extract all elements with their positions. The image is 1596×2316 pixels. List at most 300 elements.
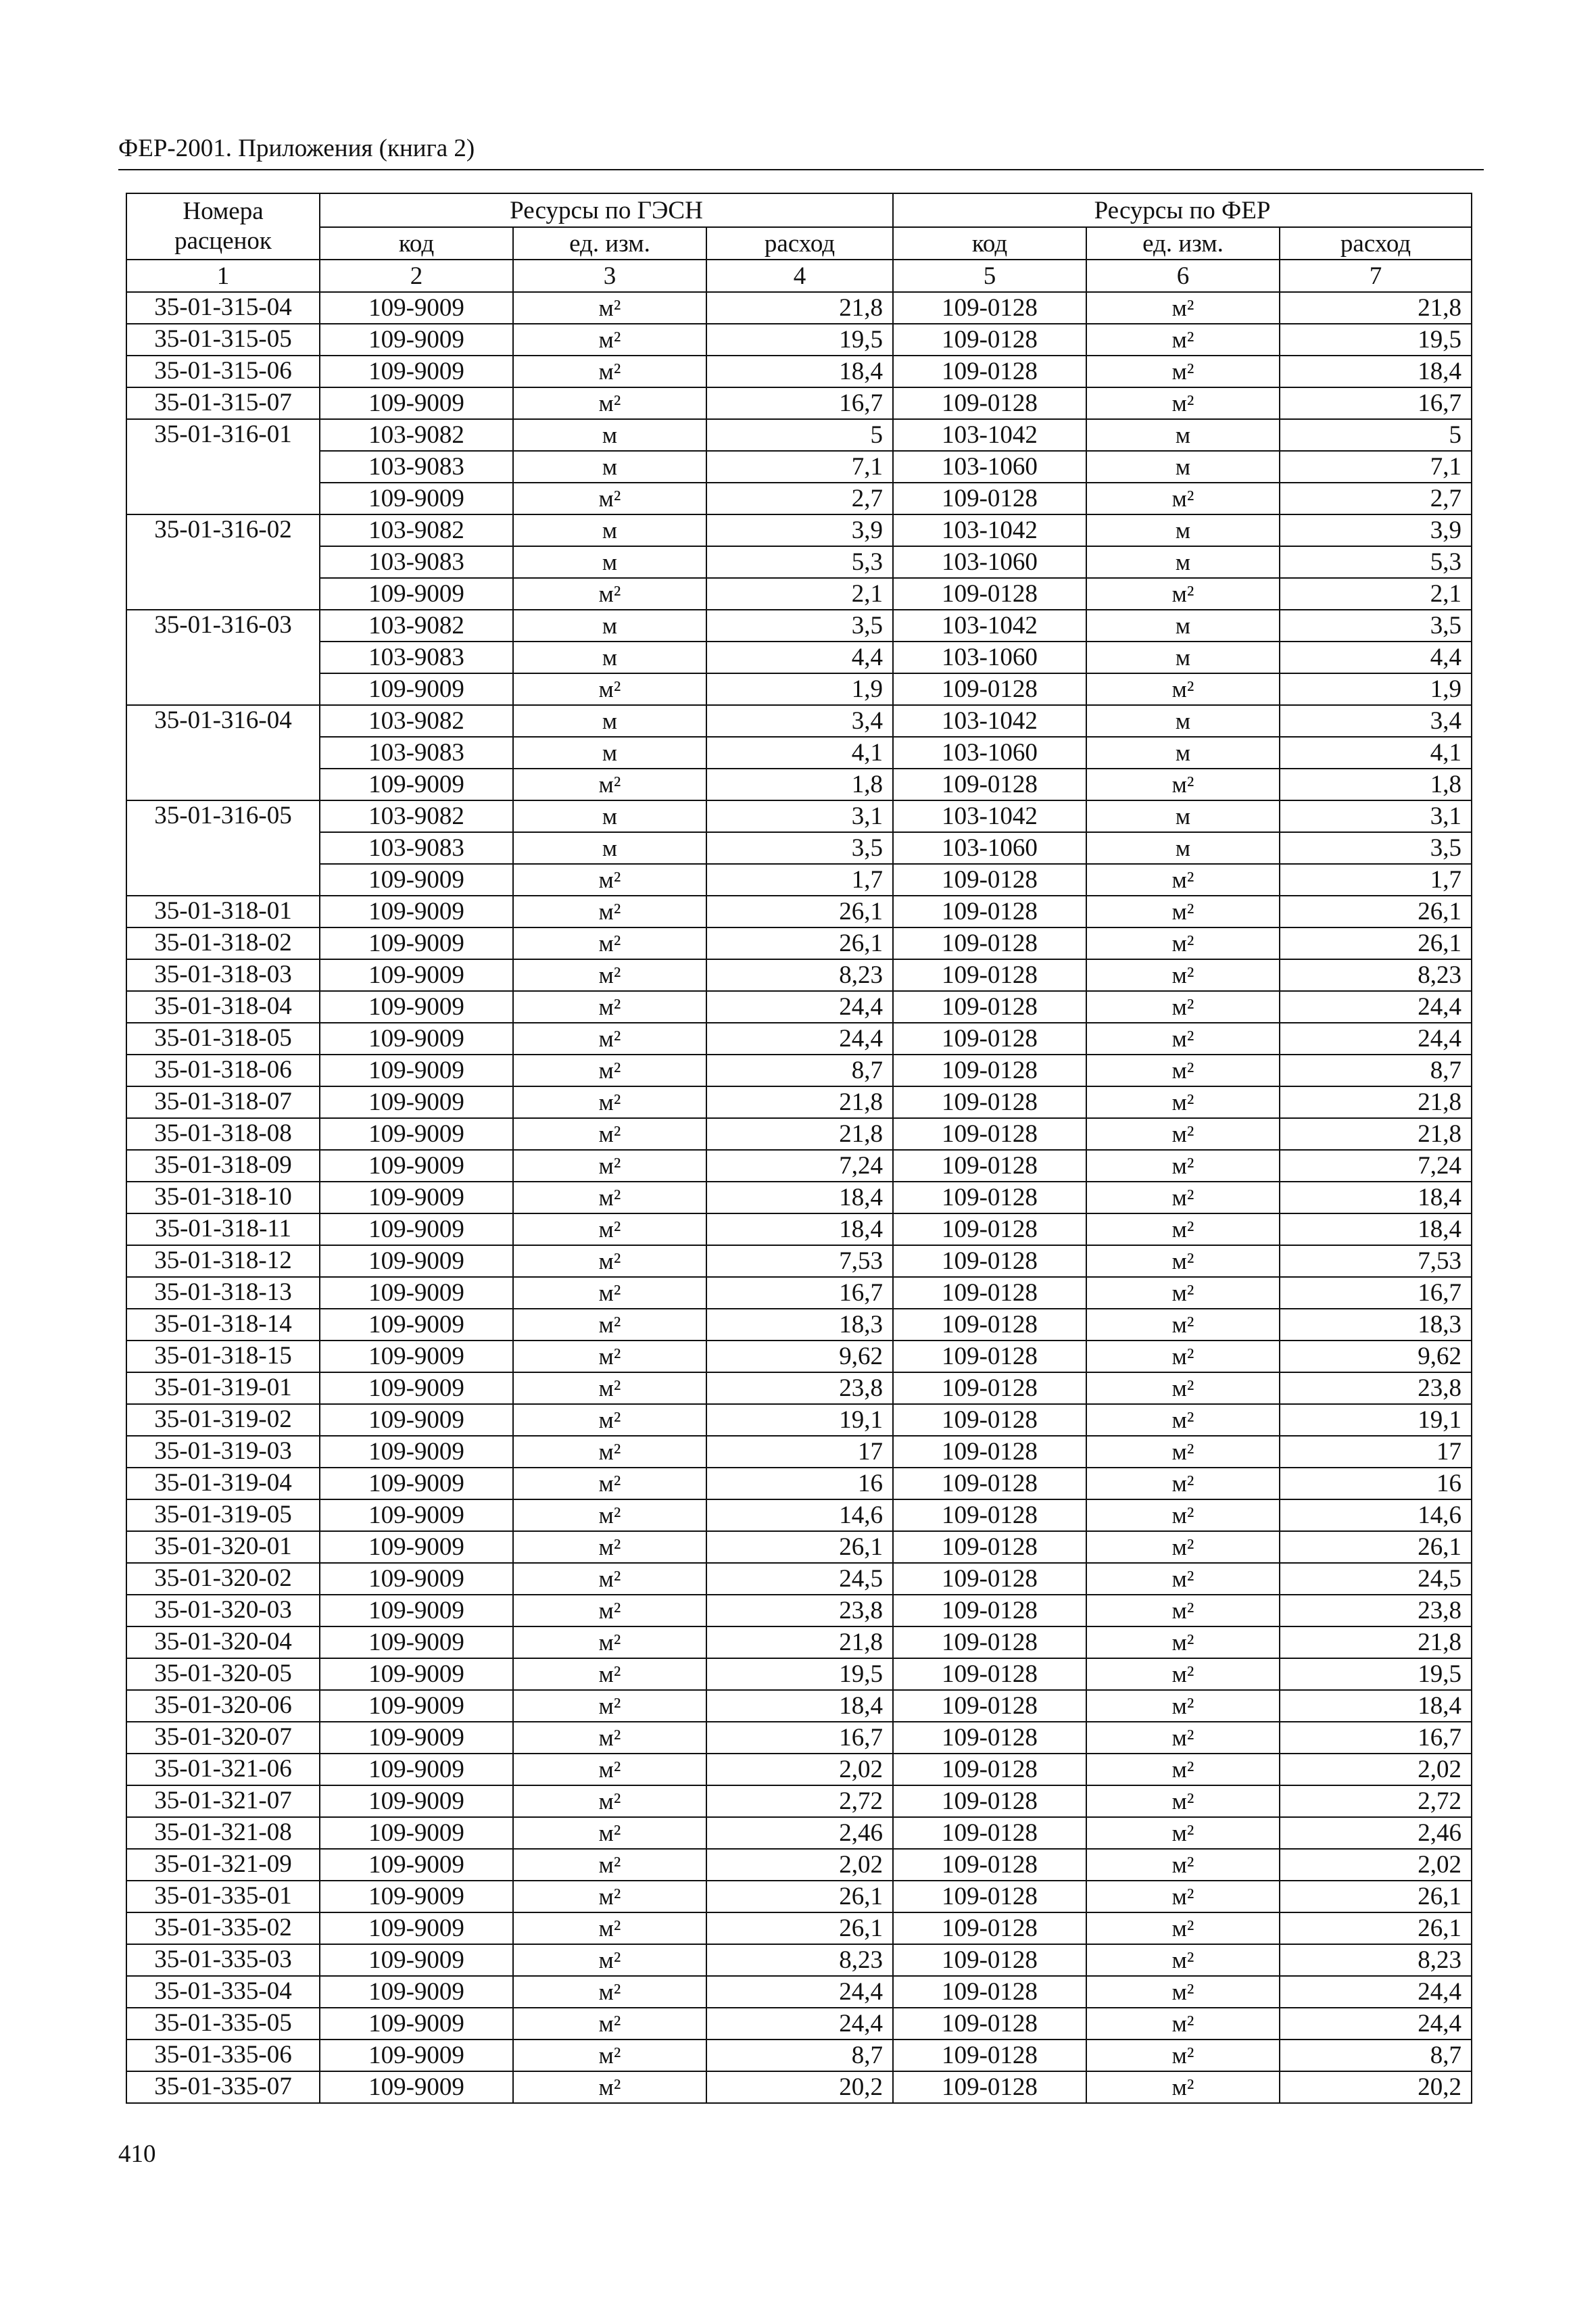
rate-number-cell: 35-01-335-03 — [126, 1944, 320, 1976]
gesn-unit-cell: м — [513, 705, 706, 737]
rate-number-cell: 35-01-319-03 — [126, 1436, 320, 1468]
gesn-unit-cell: м² — [513, 324, 706, 356]
rate-number-cell: 35-01-318-01 — [126, 896, 320, 927]
gesn-code-cell: 109-9009 — [320, 1595, 513, 1626]
table-row — [126, 1658, 1472, 1690]
fer-unit-cell: м² — [1086, 2008, 1280, 2040]
gesn-unit-cell: м² — [513, 356, 706, 387]
fer-consumption-cell: 2,02 — [1280, 1754, 1472, 1785]
fer-consumption-cell: 4,4 — [1280, 642, 1472, 673]
gesn-code-cell: 109-9009 — [320, 1150, 513, 1182]
gesn-unit-cell: м — [513, 610, 706, 642]
rate-number-cell: 35-01-319-05 — [126, 1499, 320, 1531]
header-rule — [118, 169, 1484, 170]
gesn-code-cell: 103-9083 — [320, 451, 513, 483]
gesn-code-cell: 109-9009 — [320, 1976, 513, 2008]
fer-consumption-cell: 2,02 — [1280, 1849, 1472, 1881]
gesn-unit-cell: м² — [513, 673, 706, 705]
fer-consumption-cell: 19,5 — [1280, 324, 1472, 356]
fer-consumption-cell: 18,4 — [1280, 356, 1472, 387]
gesn-unit-cell: м² — [513, 959, 706, 991]
gesn-code-cell: 109-9009 — [320, 896, 513, 927]
fer-consumption-cell: 2,72 — [1280, 1785, 1472, 1817]
table-row — [126, 1754, 1472, 1785]
gesn-code-cell: 109-9009 — [320, 1499, 513, 1531]
gesn-consumption-cell: 26,1 — [706, 1881, 893, 1912]
column-number: 7 — [1280, 260, 1472, 292]
fer-unit-cell: м — [1086, 451, 1280, 483]
table-body — [126, 292, 1472, 2103]
gesn-code-cell: 109-9009 — [320, 292, 513, 324]
gesn-unit-cell: м — [513, 800, 706, 832]
fer-unit-cell: м² — [1086, 2071, 1280, 2103]
fer-code-cell: 109-0128 — [893, 1658, 1086, 1690]
rate-number-cell: 35-01-335-06 — [126, 2040, 320, 2071]
fer-consumption-cell: 18,4 — [1280, 1182, 1472, 1213]
gesn-code-cell: 109-9009 — [320, 1404, 513, 1436]
gesn-unit-cell: м² — [513, 1563, 706, 1595]
fer-unit-cell: м² — [1086, 324, 1280, 356]
table-row — [126, 1309, 1472, 1341]
fer-consumption-cell: 8,23 — [1280, 1944, 1472, 1976]
fer-unit-cell: м² — [1086, 1499, 1280, 1531]
table-row — [126, 546, 1472, 578]
column-number: 1 — [126, 260, 320, 292]
fer-code-cell: 103-1042 — [893, 800, 1086, 832]
fer-unit-cell: м² — [1086, 769, 1280, 800]
fer-code-cell: 109-0128 — [893, 864, 1086, 896]
fer-code-cell: 103-1060 — [893, 832, 1086, 864]
fer-unit-cell: м² — [1086, 1626, 1280, 1658]
table-row — [126, 1626, 1472, 1658]
fer-code-cell: 109-0128 — [893, 1277, 1086, 1309]
gesn-unit-cell: м² — [513, 1976, 706, 2008]
gesn-code-cell: 103-9083 — [320, 642, 513, 673]
fer-consumption-cell: 23,8 — [1280, 1595, 1472, 1626]
rate-number-cell: 35-01-318-08 — [126, 1118, 320, 1150]
table-row — [126, 1912, 1472, 1944]
fer-code-cell: 109-0128 — [893, 1754, 1086, 1785]
table-row — [126, 451, 1472, 483]
fer-unit-cell: м — [1086, 514, 1280, 546]
gesn-consumption-cell: 3,5 — [706, 832, 893, 864]
fer-consumption-cell: 16,7 — [1280, 387, 1472, 419]
table-row — [126, 1277, 1472, 1309]
gesn-consumption-cell: 24,4 — [706, 1023, 893, 1055]
gesn-code-cell: 109-9009 — [320, 2071, 513, 2103]
fer-unit-cell: м² — [1086, 292, 1280, 324]
column-number: 2 — [320, 260, 513, 292]
gesn-code-cell: 109-9009 — [320, 1086, 513, 1118]
fer-consumption-cell: 18,3 — [1280, 1309, 1472, 1341]
fer-unit-cell: м² — [1086, 1118, 1280, 1150]
rate-number-cell: 35-01-320-07 — [126, 1722, 320, 1754]
rate-number-cell: 35-01-316-04 — [126, 705, 320, 800]
gesn-consumption-cell: 2,72 — [706, 1785, 893, 1817]
fer-consumption-cell: 9,62 — [1280, 1341, 1472, 1372]
gesn-unit-cell: м² — [513, 1055, 706, 1086]
fer-code-cell: 109-0128 — [893, 356, 1086, 387]
fer-code-cell: 109-0128 — [893, 1182, 1086, 1213]
fer-code-cell: 103-1042 — [893, 705, 1086, 737]
table-row — [126, 1086, 1472, 1118]
fer-consumption-cell: 1,7 — [1280, 864, 1472, 896]
fer-unit-cell: м² — [1086, 1563, 1280, 1595]
gesn-consumption-cell: 20,2 — [706, 2071, 893, 2103]
gesn-consumption-cell: 7,24 — [706, 1150, 893, 1182]
gesn-consumption-cell: 24,5 — [706, 1563, 893, 1595]
gesn-unit-cell: м² — [513, 1817, 706, 1849]
gesn-code-cell: 109-9009 — [320, 1722, 513, 1754]
table-row — [126, 610, 1472, 642]
gesn-consumption-cell: 18,3 — [706, 1309, 893, 1341]
table-row — [126, 1563, 1472, 1595]
table-row — [126, 387, 1472, 419]
gesn-code-cell: 109-9009 — [320, 927, 513, 959]
gesn-code-cell: 109-9009 — [320, 1309, 513, 1341]
rate-number-cell: 35-01-318-03 — [126, 959, 320, 991]
gesn-code-cell: 109-9009 — [320, 1658, 513, 1690]
fer-consumption-cell: 3,1 — [1280, 800, 1472, 832]
gesn-unit-cell: м² — [513, 1341, 706, 1372]
table-row — [126, 1372, 1472, 1404]
rate-number-cell: 35-01-318-11 — [126, 1213, 320, 1245]
fer-unit-cell: м — [1086, 737, 1280, 769]
gesn-unit-cell: м² — [513, 1912, 706, 1944]
gesn-unit-cell: м² — [513, 1150, 706, 1182]
rate-number-cell: 35-01-315-05 — [126, 324, 320, 356]
table-row — [126, 1531, 1472, 1563]
fer-code-cell: 109-0128 — [893, 1849, 1086, 1881]
fer-code-cell: 109-0128 — [893, 991, 1086, 1023]
table-row — [126, 1817, 1472, 1849]
fer-consumption-cell: 18,4 — [1280, 1690, 1472, 1722]
fer-consumption-cell: 24,4 — [1280, 2008, 1472, 2040]
fer-unit-cell: м² — [1086, 1213, 1280, 1245]
rate-number-cell: 35-01-321-09 — [126, 1849, 320, 1881]
fer-code-cell: 103-1060 — [893, 642, 1086, 673]
fer-unit-cell: м² — [1086, 1372, 1280, 1404]
fer-code-cell: 109-0128 — [893, 1341, 1086, 1372]
fer-unit-cell: м² — [1086, 959, 1280, 991]
rate-number-cell: 35-01-320-06 — [126, 1690, 320, 1722]
fer-unit-cell: м² — [1086, 578, 1280, 610]
fer-resources-header: Ресурсы по ФЕР — [893, 193, 1472, 227]
rate-number-cell: 35-01-316-01 — [126, 419, 320, 514]
gesn-code-cell: 109-9009 — [320, 324, 513, 356]
gesn-unit-cell: м² — [513, 1023, 706, 1055]
table-row — [126, 1404, 1472, 1436]
table-row — [126, 1785, 1472, 1817]
fer-code-cell: 103-1060 — [893, 737, 1086, 769]
table-row — [126, 800, 1472, 832]
gesn-unit-cell: м — [513, 642, 706, 673]
column-number: 6 — [1086, 260, 1280, 292]
rate-number-cell: 35-01-320-03 — [126, 1595, 320, 1626]
gesn-unit-cell: м² — [513, 1468, 706, 1499]
gesn-consumption-cell: 4,1 — [706, 737, 893, 769]
fer-unit-cell: м — [1086, 546, 1280, 578]
table-row — [126, 483, 1472, 514]
table-row — [126, 959, 1472, 991]
fer-consumption-cell: 8,7 — [1280, 2040, 1472, 2071]
gesn-code-cell: 103-9082 — [320, 419, 513, 451]
table-row — [126, 1499, 1472, 1531]
table-row — [126, 1976, 1472, 2008]
fer-consumption-cell: 1,8 — [1280, 769, 1472, 800]
gesn-code-cell: 109-9009 — [320, 1182, 513, 1213]
gesn-code-cell: 103-9083 — [320, 546, 513, 578]
gesn-unit-cell: м — [513, 514, 706, 546]
gesn-unit-cell: м² — [513, 1213, 706, 1245]
fer-unit-cell: м² — [1086, 1976, 1280, 2008]
rate-number-cell: 35-01-319-02 — [126, 1404, 320, 1436]
fer-unit-cell: м² — [1086, 1023, 1280, 1055]
table-row — [126, 1182, 1472, 1213]
fer-code-cell: 109-0128 — [893, 1086, 1086, 1118]
fer-consumption-cell: 21,8 — [1280, 1086, 1472, 1118]
fer-consumption-cell: 26,1 — [1280, 1531, 1472, 1563]
table-row — [126, 1690, 1472, 1722]
table-row — [126, 1944, 1472, 1976]
gesn-unit-cell: м² — [513, 1754, 706, 1785]
gesn-consumption-cell: 7,1 — [706, 451, 893, 483]
table-row — [126, 1722, 1472, 1754]
fer-unit-cell: м² — [1086, 1277, 1280, 1309]
gesn-code-cell: 109-9009 — [320, 1468, 513, 1499]
fer-code-cell: 109-0128 — [893, 1118, 1086, 1150]
gesn-consumption-cell: 16,7 — [706, 1722, 893, 1754]
gesn-consumption-cell: 21,8 — [706, 1118, 893, 1150]
rate-number-cell: 35-01-316-03 — [126, 610, 320, 705]
fer-code-cell: 109-0128 — [893, 292, 1086, 324]
rate-numbers-header — [126, 193, 320, 260]
gesn-consumption-cell: 23,8 — [706, 1372, 893, 1404]
gesn-consumption-cell: 2,46 — [706, 1817, 893, 1849]
fer-unit-cell: м² — [1086, 1881, 1280, 1912]
gesn-consumption-cell: 16,7 — [706, 1277, 893, 1309]
fer-code-cell: 109-0128 — [893, 1976, 1086, 2008]
fer-unit-cell: м² — [1086, 927, 1280, 959]
table-row — [126, 642, 1472, 673]
fer-unit-cell: м² — [1086, 1690, 1280, 1722]
table-row — [126, 705, 1472, 737]
fer-consumption-cell: 2,46 — [1280, 1817, 1472, 1849]
fer-code-cell: 109-0128 — [893, 1468, 1086, 1499]
fer-code-cell: 109-0128 — [893, 896, 1086, 927]
gesn-consumption-cell: 26,1 — [706, 927, 893, 959]
fer-unit-cell: м² — [1086, 1531, 1280, 1563]
gesn-consumption-cell: 1,7 — [706, 864, 893, 896]
gesn-unit-cell: м² — [513, 1309, 706, 1341]
table-row — [126, 514, 1472, 546]
gesn-code-cell: 103-9082 — [320, 705, 513, 737]
gesn-consumption-cell: 18,4 — [706, 1213, 893, 1245]
gesn-consumption-cell: 26,1 — [706, 1912, 893, 1944]
gesn-code-cell: 103-9083 — [320, 737, 513, 769]
gesn-code-cell: 109-9009 — [320, 1055, 513, 1086]
gesn-consumption-cell: 16 — [706, 1468, 893, 1499]
fer-consumption-cell: 8,23 — [1280, 959, 1472, 991]
rate-number-cell: 35-01-320-05 — [126, 1658, 320, 1690]
table-row — [126, 2071, 1472, 2103]
gesn-code-cell: 109-9009 — [320, 959, 513, 991]
gesn-unit-cell: м² — [513, 1658, 706, 1690]
gesn-consumption-cell: 3,4 — [706, 705, 893, 737]
fer-consumption-cell: 14,6 — [1280, 1499, 1472, 1531]
gesn-consumption-cell: 7,53 — [706, 1245, 893, 1277]
gesn-unit-cell: м² — [513, 1182, 706, 1213]
fer-code-cell: 103-1060 — [893, 546, 1086, 578]
gesn-consumption-cell: 8,7 — [706, 2040, 893, 2071]
gesn-consumption-cell: 16,7 — [706, 387, 893, 419]
column-number: 5 — [893, 260, 1086, 292]
gesn-code-cell: 109-9009 — [320, 1372, 513, 1404]
gesn-code-cell: 103-9082 — [320, 610, 513, 642]
fer-unit-cell: м² — [1086, 1595, 1280, 1626]
rate-number-cell: 35-01-318-13 — [126, 1277, 320, 1309]
fer-code-cell: 103-1060 — [893, 451, 1086, 483]
gesn-unit-cell: м — [513, 737, 706, 769]
table-row — [126, 1881, 1472, 1912]
gesn-unit-header: ед. изм. — [513, 227, 706, 260]
gesn-unit-cell: м² — [513, 1881, 706, 1912]
fer-consumption-cell: 17 — [1280, 1436, 1472, 1468]
gesn-code-cell: 109-9009 — [320, 1785, 513, 1817]
fer-consumption-cell: 2,7 — [1280, 483, 1472, 514]
fer-code-cell: 103-1042 — [893, 419, 1086, 451]
fer-code-cell: 109-0128 — [893, 959, 1086, 991]
rate-number-cell: 35-01-335-07 — [126, 2071, 320, 2103]
gesn-code-header: код — [320, 227, 513, 260]
table-row — [126, 769, 1472, 800]
fer-code-cell: 109-0128 — [893, 1150, 1086, 1182]
fer-code-cell: 103-1042 — [893, 514, 1086, 546]
rate-number-cell: 35-01-320-02 — [126, 1563, 320, 1595]
gesn-unit-cell: м² — [513, 991, 706, 1023]
fer-unit-cell: м — [1086, 642, 1280, 673]
gesn-code-cell: 103-9082 — [320, 800, 513, 832]
gesn-unit-cell: м² — [513, 292, 706, 324]
rate-number-cell: 35-01-318-12 — [126, 1245, 320, 1277]
gesn-unit-cell: м — [513, 451, 706, 483]
gesn-consumption-cell: 19,1 — [706, 1404, 893, 1436]
gesn-code-cell: 109-9009 — [320, 1690, 513, 1722]
gesn-consumption-cell: 2,02 — [706, 1754, 893, 1785]
fer-consumption-cell: 3,5 — [1280, 832, 1472, 864]
fer-code-cell: 109-0128 — [893, 1785, 1086, 1817]
gesn-consumption-cell: 5 — [706, 419, 893, 451]
rate-numbers-header-line2: расценок — [174, 227, 272, 255]
rate-number-cell: 35-01-318-10 — [126, 1182, 320, 1213]
fer-consumption-cell: 5 — [1280, 419, 1472, 451]
fer-consumption-cell: 7,53 — [1280, 1245, 1472, 1277]
fer-code-cell: 109-0128 — [893, 1309, 1086, 1341]
gesn-consumption-cell: 21,8 — [706, 1626, 893, 1658]
rate-number-cell: 35-01-320-01 — [126, 1531, 320, 1563]
fer-consumption-cell: 19,1 — [1280, 1404, 1472, 1436]
rate-number-cell: 35-01-318-05 — [126, 1023, 320, 1055]
fer-code-cell: 109-0128 — [893, 324, 1086, 356]
gesn-unit-cell: м² — [513, 1245, 706, 1277]
page-number: 410 — [118, 2140, 156, 2168]
table-row — [126, 864, 1472, 896]
gesn-unit-cell: м² — [513, 1785, 706, 1817]
gesn-unit-cell: м² — [513, 387, 706, 419]
fer-code-cell: 109-0128 — [893, 1563, 1086, 1595]
gesn-code-cell: 109-9009 — [320, 1626, 513, 1658]
gesn-code-cell: 103-9083 — [320, 832, 513, 864]
fer-unit-cell: м² — [1086, 356, 1280, 387]
table-row — [126, 1023, 1472, 1055]
gesn-code-cell: 109-9009 — [320, 1849, 513, 1881]
fer-consumption-cell: 2,1 — [1280, 578, 1472, 610]
gesn-code-cell: 109-9009 — [320, 673, 513, 705]
table-row — [126, 419, 1472, 451]
table-row — [126, 1245, 1472, 1277]
rate-number-cell: 35-01-321-06 — [126, 1754, 320, 1785]
fer-consumption-cell: 7,1 — [1280, 451, 1472, 483]
gesn-code-cell: 109-9009 — [320, 1436, 513, 1468]
rate-number-cell: 35-01-320-04 — [126, 1626, 320, 1658]
table-row — [126, 927, 1472, 959]
gesn-consumption-cell: 18,4 — [706, 1182, 893, 1213]
gesn-consumption-cell: 26,1 — [706, 1531, 893, 1563]
rate-number-cell: 35-01-318-14 — [126, 1309, 320, 1341]
fer-code-cell: 109-0128 — [893, 1722, 1086, 1754]
rate-number-cell: 35-01-321-07 — [126, 1785, 320, 1817]
fer-code-cell: 109-0128 — [893, 1531, 1086, 1563]
gesn-consumption-cell: 24,4 — [706, 2008, 893, 2040]
fer-consumption-cell: 1,9 — [1280, 673, 1472, 705]
gesn-unit-cell: м² — [513, 864, 706, 896]
gesn-unit-cell: м — [513, 546, 706, 578]
fer-code-cell: 109-0128 — [893, 1499, 1086, 1531]
fer-code-cell: 103-1042 — [893, 610, 1086, 642]
gesn-consumption-cell: 24,4 — [706, 1976, 893, 2008]
fer-consumption-cell: 4,1 — [1280, 737, 1472, 769]
gesn-unit-cell: м — [513, 832, 706, 864]
fer-code-cell: 109-0128 — [893, 1023, 1086, 1055]
fer-unit-cell: м — [1086, 610, 1280, 642]
gesn-consumption-cell: 17 — [706, 1436, 893, 1468]
table-row — [126, 2040, 1472, 2071]
gesn-consumption-cell: 5,3 — [706, 546, 893, 578]
fer-consumption-cell: 16,7 — [1280, 1277, 1472, 1309]
fer-unit-cell: м² — [1086, 896, 1280, 927]
fer-unit-cell: м² — [1086, 1785, 1280, 1817]
rate-number-cell: 35-01-318-06 — [126, 1055, 320, 1086]
fer-consumption-cell: 20,2 — [1280, 2071, 1472, 2103]
gesn-consumption-cell: 18,4 — [706, 356, 893, 387]
fer-consumption-cell: 21,8 — [1280, 1118, 1472, 1150]
rate-number-cell: 35-01-319-04 — [126, 1468, 320, 1499]
table-row — [126, 578, 1472, 610]
gesn-consumption-cell: 8,7 — [706, 1055, 893, 1086]
gesn-consumption-cell: 3,1 — [706, 800, 893, 832]
fer-code-cell: 109-0128 — [893, 2040, 1086, 2071]
gesn-unit-cell: м² — [513, 1690, 706, 1722]
fer-code-cell: 109-0128 — [893, 2071, 1086, 2103]
gesn-code-cell: 109-9009 — [320, 769, 513, 800]
table-row — [126, 1055, 1472, 1086]
gesn-consumption-cell: 2,1 — [706, 578, 893, 610]
gesn-code-cell: 109-9009 — [320, 1023, 513, 1055]
fer-code-header: код — [893, 227, 1086, 260]
gesn-unit-cell: м² — [513, 1944, 706, 1976]
table-row — [126, 832, 1472, 864]
fer-unit-cell: м² — [1086, 1944, 1280, 1976]
